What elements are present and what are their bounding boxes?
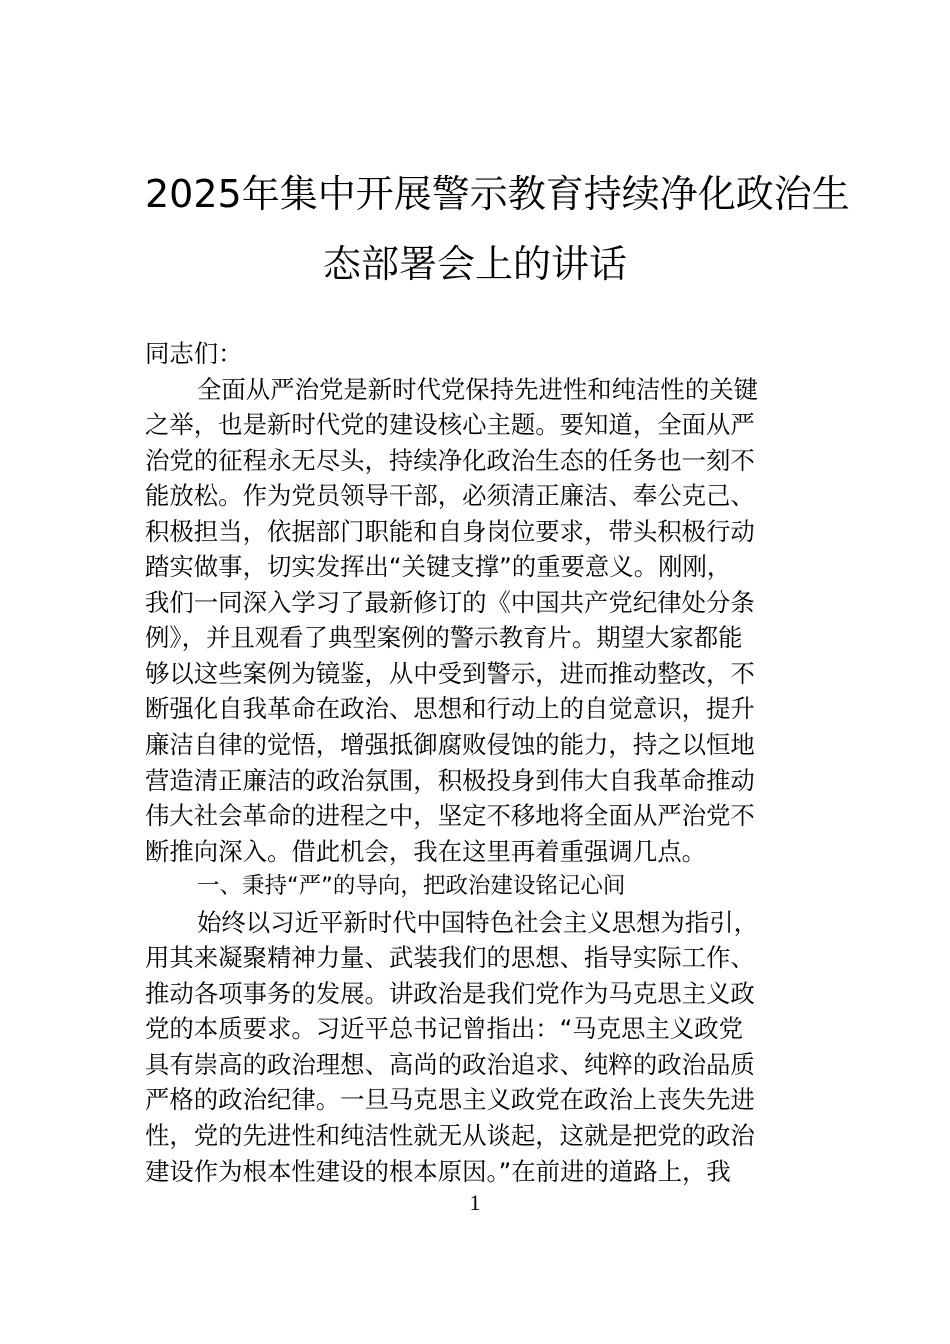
- paragraph-line: 党的本质要求。习近平总书记曾指出：“马克思主义政党: [145, 1014, 744, 1044]
- paragraph-line: 建设作为根本性建设的根本原因。”在前进的道路上，我: [145, 1156, 731, 1186]
- paragraph-1: [145, 372, 810, 870]
- page-number: 1: [469, 1190, 481, 1215]
- paragraph-line: 推动各项事务的发展。讲政治是我们党作为马克思主义政: [145, 978, 755, 1008]
- paragraph-line: 用其来凝聚精神力量、武装我们的思想、指导实际工作、: [145, 943, 755, 973]
- paragraph-line: 够以这些案例为镜鉴，从中受到警示，进而推动整改，不: [145, 658, 755, 688]
- paragraph-line: 伟大社会革命的进程之中，坚定不移地将全面从严治党不: [145, 801, 755, 831]
- paragraph-line: 能放松。作为党员领导干部，必须清正廉洁、奉公克己、: [145, 481, 755, 511]
- paragraph-line: 积极担当，依据部门职能和自身岗位要求，带头积极行动: [145, 516, 755, 546]
- document-title-line-2: 态部署会上的讲话: [322, 242, 627, 286]
- section-heading: 一、秉持“严”的导向，把政治建设铭记心间: [197, 873, 626, 900]
- paragraph-line: 断强化自我革命在政治、思想和行动上的自觉意识，提升: [145, 694, 755, 724]
- paragraph-line: 性，党的先进性和纯洁性就无从谈起，这就是把党的政治: [145, 1121, 755, 1151]
- paragraph-line: 踏实做事，切实发挥出“关键支撑”的重要意义。刚刚，: [145, 552, 732, 582]
- paragraph-line: 严格的政治纪律。一旦马克思主义政党在政治上丧失先进: [145, 1085, 755, 1115]
- paragraph-line: 具有崇高的政治理想、高尚的政治追求、纯粹的政治品质: [145, 1049, 755, 1079]
- document-body: [145, 336, 810, 1189]
- paragraph-2: [145, 905, 810, 1189]
- document-title-line-1: 2025年集中开展警示教育持续净化政治生: [145, 172, 850, 216]
- paragraph-line: 营造清正廉洁的政治氛围，积极投身到伟大自我革命推动: [145, 765, 755, 795]
- paragraph-line: 例》，并且观看了典型案例的警示教育片。期望大家都能: [145, 623, 743, 653]
- salutation: 同志们：: [145, 339, 243, 368]
- paragraph-line: 之举，也是新时代党的建设核心主题。要知道，全面从严: [145, 410, 755, 440]
- paragraph-line: 治党的征程永无尽头，持续净化政治生态的任务也一刻不: [145, 445, 755, 475]
- paragraph-line: 断推向深入。借此机会，我在这里再着重强调几点。: [145, 836, 706, 866]
- paragraph-line: 全面从严治党是新时代党保持先进性和纯洁性的关键: [197, 374, 758, 404]
- paragraph-line: 我们一同深入学习了最新修订的《中国共产党纪律处分条: [145, 587, 755, 617]
- paragraph-line: 始终以习近平新时代中国特色社会主义思想为指引，: [197, 907, 758, 937]
- paragraph-line: 廉洁自律的觉悟，增强抵御腐败侵蚀的能力，持之以恒地: [145, 730, 755, 760]
